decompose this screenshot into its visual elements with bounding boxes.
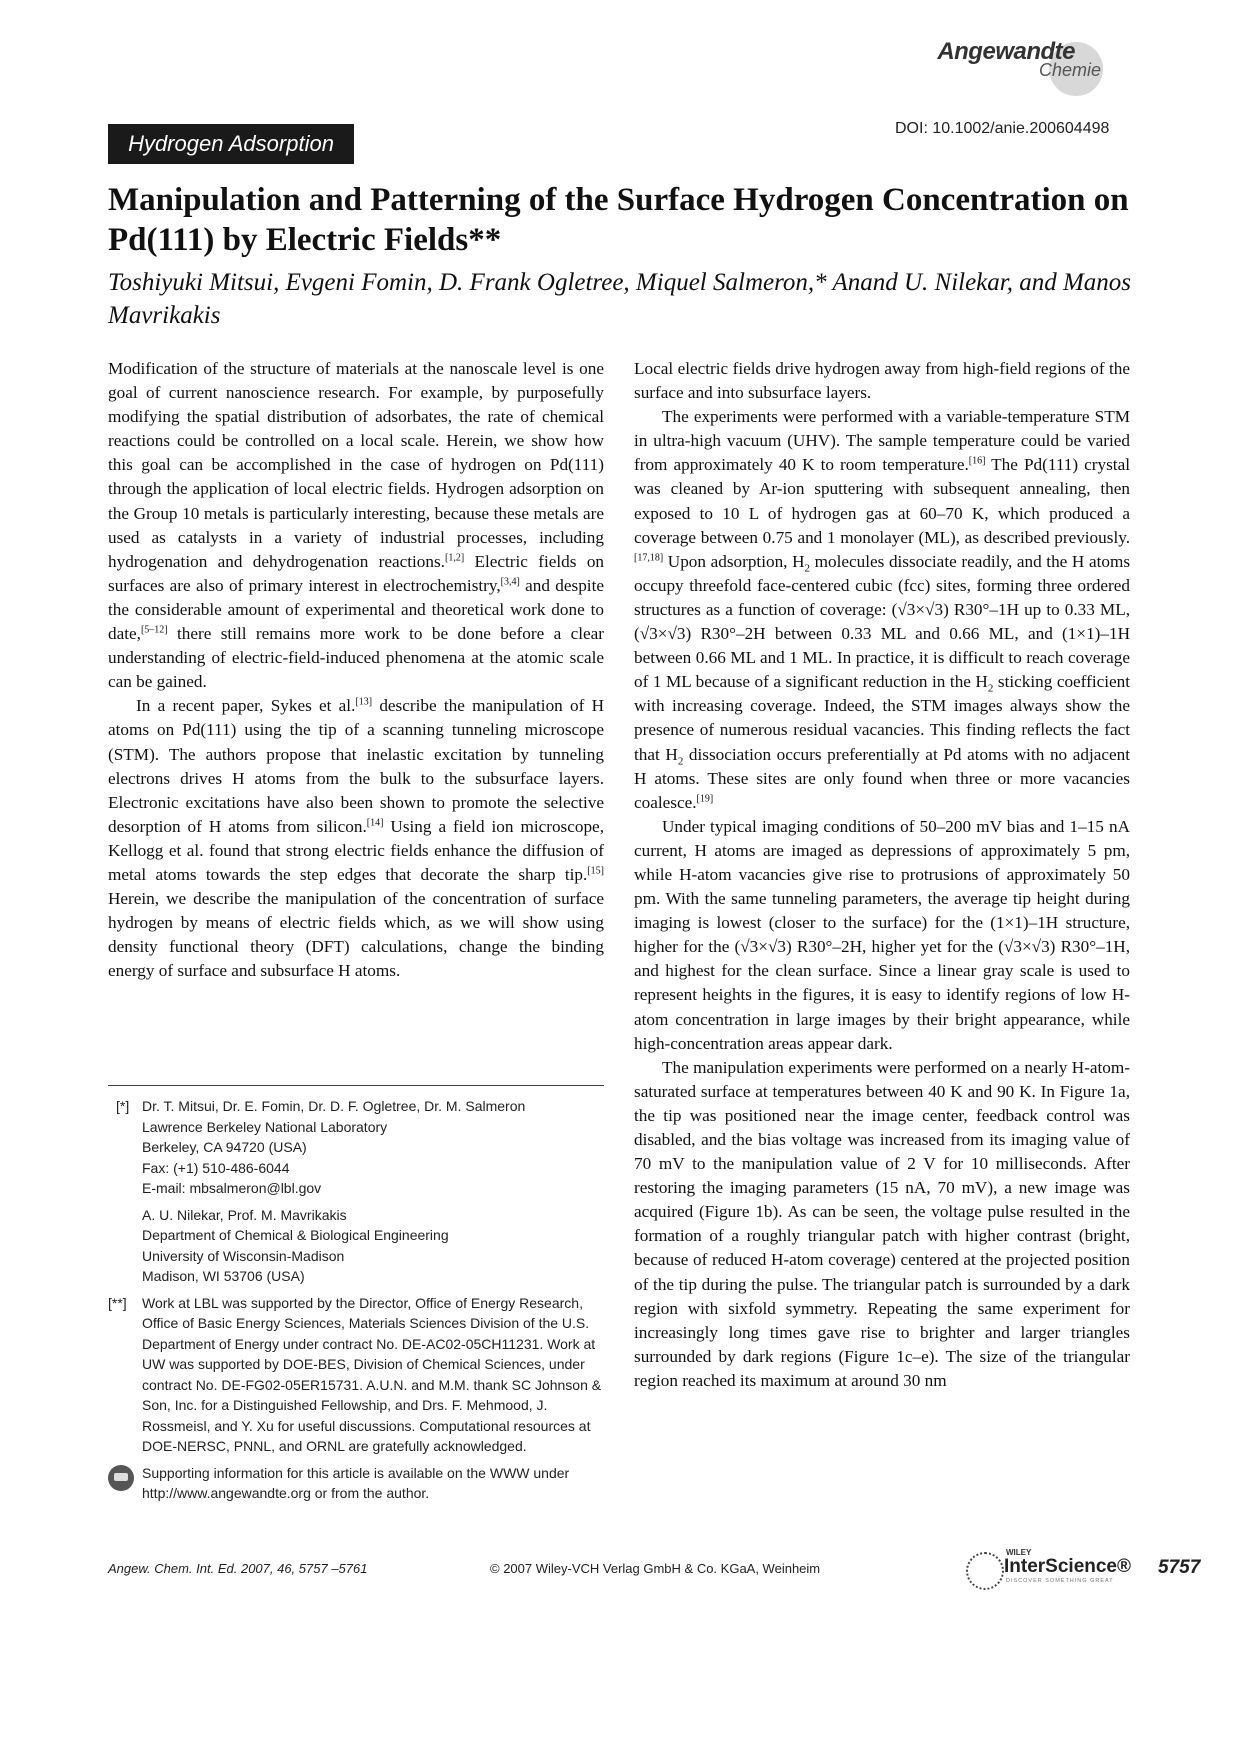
doi: DOI: 10.1002/anie.200604498 — [895, 120, 1110, 137]
affiliation-note — [108, 1096, 604, 1287]
interscience-dots-icon — [966, 1552, 1004, 1590]
affil-line: Lawrence Berkeley National Laboratory — [142, 1118, 388, 1135]
journal-logo — [937, 34, 1105, 94]
interscience-logo — [966, 1548, 1146, 1588]
body-column-right — [634, 357, 1130, 1393]
citation: Angew. Chem. Int. Ed. 2007, 46, 5757 –5761 — [108, 1561, 368, 1576]
footnote-mark: [*] — [116, 1098, 130, 1114]
section-tag: Hydrogen Adsorption — [108, 124, 354, 164]
computer-icon — [108, 1465, 134, 1491]
paragraph: The manipulation experiments were performed on a nearly H-atom-saturated surface at temperatures between 40 K and 90 K. In Figure 1a, the tip was positioned near the image center, feedback control was disabled, and the bias voltage was increased from its imaging value of 70 mV to the manipulation value of 2 V for 10 milliseconds. After restoring the imaging parameters (15 nA, 70 mV), a new image was acquired (Figure 1b). As can be seen, the voltage pulse resulted in the formation of a roughly triangular patch with higher contrast (bright, because of reduced H-atom coverage) centered at the projected position of the tip during the pulse. The triangular patch is surrounded by a dark region with sixfold symmetry. Repeating the same experiment for increasingly long times gave rise to brighter and larger triangles surrounded by dark regions (Figure 1c–e). The size of the triangular region reached its maximum at around 30 nm — [634, 1057, 1130, 1390]
journal-name: Angewandte — [937, 38, 1075, 65]
body-column-left — [108, 357, 604, 983]
affil-line: University of Wisconsin-Madison — [142, 1247, 345, 1264]
copyright: © 2007 Wiley-VCH Verlag GmbH & Co. KGaA, Weinheim — [490, 1561, 821, 1576]
acknowledgment-text: Work at LBL was supported by the Director, Office of Energy Research, Office of Basic Energy Sciences, Materials Sciences Division of the U.S. Department of Energy under contract No. DE-AC02-05CH11231. Work at UW was supported by DOE-BES, Division of Chemical Sciences, under contract No. DE-FG02-05ER15731. A.U.N. and M.M. thank SC Johnson & Son, Inc. for a Distinguished Fellowship, and Drs. F. Mehmood, J. Rossmeisl, and Y. Xu for useful discussions. Computational resources at DOE-NERSC, PNNL, and ORNL are gratefully acknowledged. — [142, 1294, 602, 1454]
affil-line: Department of Chemical & Biological Engineering — [142, 1227, 449, 1243]
wiley-label: WILEY — [1006, 1548, 1032, 1557]
paragraph: Modification of the structure of materials at the nanoscale level is one goal of current nanoscience research. For example, by purposefully modifying the spatial distribution of adsorbates, the rate of chemical reactions could be controlled on a local scale. Herein, we show how this goal can be accomplished in the case of hydrogen on Pd(111) through the application of local electric fields. Hydrogen adsorption on the Group 10 metals is particularly interesting, because these metals are used as catalysts in a variety of industrial processes, including hydrogenation and dehydrogenation reactions.[1,2] Electric fields on surfaces are also of primary interest in electrochemistry,[3,4] and despite the considerable amount of experimental and theoretical work done to date,[5–12] there still remains more work to be done before a clear understanding of electric-field-induced phenomena at the atomic scale can be gained. — [108, 359, 605, 692]
interscience-tagline: DISCOVER SOMETHING GREAT — [1006, 1578, 1114, 1584]
footnotes — [108, 1096, 604, 1504]
affil-line: Berkeley, CA 94720 (USA) — [142, 1139, 307, 1155]
supporting-info-note — [108, 1463, 604, 1504]
page-number: 5757 — [1158, 1557, 1201, 1578]
footnote-divider — [108, 1085, 604, 1086]
supporting-info-text: Supporting information for this article is available on the WWW under http://www.angewandte.org or from the author. — [142, 1464, 570, 1501]
footnote-mark: [**] — [108, 1294, 127, 1311]
affil-line: Madison, WI 53706 (USA) — [142, 1268, 305, 1284]
article-authors: Toshiyuki Mitsui, Evgeni Fomin, D. Frank Ogletree, Miquel Salmeron,* Anand U. Nilekar, and Manos Mavrikakis — [108, 269, 1132, 329]
paragraph: In a recent paper, Sykes et al.[13] describe the manipulation of H atoms on Pd(111) using the tip of a scanning tunneling microscope (STM). The authors propose that inelastic excitation by tunneling electrons drives H atoms from the bulk to the subsurface layers. Electronic excitations have also been shown to promote the selective desorption of H atoms from silicon.[14] Using a field ion microscope, Kellogg et al. found that strong electric fields enhance the diffusion of metal atoms towards the step edges that decorate the sharp tip.[15] Herein, we describe the manipulation of the concentration of surface hydrogen by means of electric fields which, as we will show using density functional theory (DFT) calculations, change the binding energy of surface and subsurface H atoms. — [108, 696, 605, 981]
affil-line: A. U. Nilekar, Prof. M. Mavrikakis — [142, 1206, 347, 1223]
acknowledgment-note — [108, 1293, 604, 1457]
affil-line: E-mail: mbsalmeron@lbl.gov — [142, 1180, 322, 1196]
affil-line: Dr. T. Mitsui, Dr. E. Fomin, Dr. D. F. Ogletree, Dr. M. Salmeron — [142, 1098, 526, 1114]
paragraph: Local electric fields drive hydrogen away from high-field regions of the surface and into subsurface layers. — [634, 359, 1130, 403]
journal-subname: Chemie — [1038, 60, 1101, 80]
paragraph: Under typical imaging conditions of 50–200 mV bias and 1–15 nA current, H atoms are imaged as depressions of approximately 5 pm, while H-atom vacancies give rise to protrusions of approximately 50 pm. With the same tunneling parameters, the average tip height during imaging is lowest (closer to the surface) for the (1×1)–1H structure, higher for the (√3×√3) R30°–2H, higher yet for the (√3×√3) R30°–1H, and highest for the clean surface. Since a linear gray scale is used to represent heights in the figures, it is easy to identify regions of low H-atom concentration in large images by their bright appearance, while high-concentration areas appear dark. — [634, 816, 1130, 1053]
paragraph: The experiments were performed with a variable-temperature STM in ultra-high vacuum (UHV). The sample temperature could be varied from approximately 40 K to room temperature.[16] The Pd(111) crystal was cleaned by Ar-ion sputtering with subsequent annealing, then exposed to 10 L of hydrogen gas at 60–70 K, which produced a coverage between 0.75 and 1 monolayer (ML), as described previously.[17,18] Upon adsorption, $H_2$ molecules dissociate readily, and the H atoms occupy threefold face-centered cubic (fcc) sites, forming three ordered structures as a function of coverage: (√3×√3) R30°–1H up to 0.33 ML, (√3×√3) R30°–2H between 0.33 ML and 0.66 ML, and (1×1)–1H between 0.66 ML and 1 ML. In practice, it is difficult to reach coverage of 1 ML because of a significant reduction in the $H_2$ sticking coefficient with increasing coverage. Indeed, the STM images always show the presence of numerous residual vacancies. This finding reflects the fact that $H_2$ dissociation occurs preferentially at Pd atoms with no adjacent H atoms. These sites are only found when three or more vacancies coalesce.[19] — [634, 407, 1131, 812]
affil-line: Fax: (+1) 510-486-6044 — [142, 1159, 290, 1176]
article-title: Manipulation and Patterning of the Surface Hydrogen Concentration on Pd(111) by Electric Fields** — [108, 182, 1129, 258]
interscience-label: InterScience® — [1004, 1556, 1131, 1577]
